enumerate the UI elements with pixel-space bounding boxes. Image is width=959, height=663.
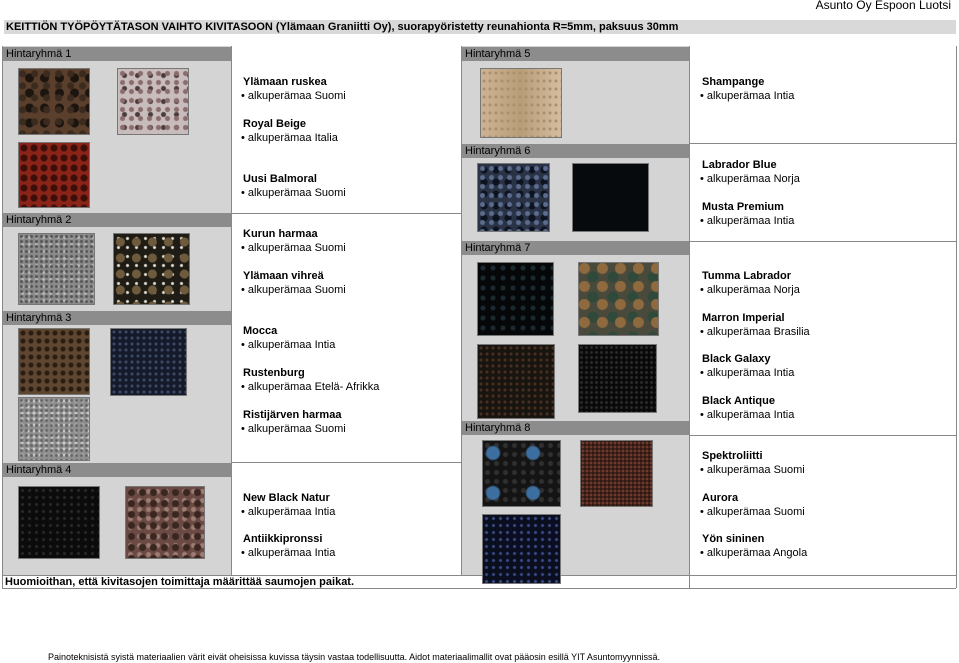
stone-swatch-black-antique	[578, 344, 657, 413]
price-group-3-header: Hintaryhmä 3	[3, 311, 231, 325]
stone-swatch-ylamaan-vihrea	[113, 233, 190, 305]
stone-name: Mocca	[243, 325, 278, 337]
stone-swatch-royal-beige	[117, 68, 189, 135]
stone-swatch-spektroliitti	[482, 440, 561, 507]
stone-origin: • alkuperämaa Intia	[700, 90, 794, 102]
stone-name: New Black Natur	[243, 492, 330, 504]
stone-name: Aurora	[702, 492, 739, 504]
stone-name: Ylämaan vihreä	[243, 270, 324, 282]
stone-origin: • alkuperämaa Suomi	[700, 506, 805, 518]
stone-swatch-shampange	[480, 68, 562, 138]
stone-origin: • alkuperämaa Norja	[700, 284, 800, 296]
stone-origin: • alkuperämaa Suomi	[241, 242, 346, 254]
stone-name: Antiikkipronssi	[243, 533, 323, 545]
stone-origin: • alkuperämaa Intia	[241, 339, 335, 351]
stone-name: Ristijärven harmaa	[243, 409, 342, 421]
stone-origin: • alkuperämaa Angola	[700, 547, 807, 559]
price-group-8-header: Hintaryhmä 8	[462, 421, 689, 435]
stone-origin: • alkuperämaa Norja	[700, 173, 800, 185]
stone-origin: • alkuperämaa Intia	[241, 506, 335, 518]
document-title: KEITTIÖN TYÖPÖYTÄTASON VAIHTO KIVITASOON (Ylämaan Graniitti Oy), suorapyöristetty reunahionta R=5mm, paksuus 30mm	[4, 20, 956, 34]
stone-origin: • alkuperämaa Italia	[241, 132, 338, 144]
stone-name: Spektroliitti	[702, 450, 763, 462]
stone-name: Ylämaan ruskea	[243, 76, 327, 88]
stone-swatch-uusi-balmoral	[18, 142, 90, 208]
stone-origin: • alkuperämaa Suomi	[700, 464, 805, 476]
stone-swatch-labrador-blue	[477, 163, 550, 232]
stone-origin: • alkuperämaa Etelä- Afrikka	[241, 381, 379, 393]
stone-name: Labrador Blue	[702, 159, 777, 171]
price-group-2-header: Hintaryhmä 2	[3, 213, 231, 227]
stone-origin: • alkuperämaa Intia	[700, 215, 794, 227]
stone-origin: • alkuperämaa Intia	[700, 409, 794, 421]
stone-swatch-yon-sininen	[482, 514, 561, 584]
stone-name: Yön sininen	[702, 533, 765, 545]
stone-name: Kurun harmaa	[243, 228, 318, 240]
stone-name: Marron Imperial	[702, 312, 785, 324]
stone-swatch-new-black-natur	[18, 486, 100, 559]
stone-origin: • alkuperämaa Intia	[241, 547, 335, 559]
stone-name: Musta Premium	[702, 201, 784, 213]
stone-origin: • alkuperämaa Suomi	[241, 423, 346, 435]
stone-swatch-aurora	[580, 440, 653, 507]
stone-name: Black Antique	[702, 395, 775, 407]
company-name: Asunto Oy Espoon Luotsi	[815, 0, 951, 12]
stone-name: Rustenburg	[243, 367, 305, 379]
stone-swatch-tumma-labrador	[477, 262, 554, 336]
stone-origin: • alkuperämaa Suomi	[241, 90, 346, 102]
price-group-6-header: Hintaryhmä 6	[462, 144, 689, 158]
stone-swatch-antiikkipronssi	[125, 486, 205, 559]
stone-name: Black Galaxy	[702, 353, 771, 365]
stone-swatch-ristijarven-harmaa	[18, 397, 90, 461]
stone-name: Uusi Balmoral	[243, 173, 317, 185]
price-group-5-header: Hintaryhmä 5	[462, 47, 689, 61]
stone-swatch-kurun-harmaa	[18, 233, 95, 305]
stone-name: Tumma Labrador	[702, 270, 792, 282]
stone-name: Royal Beige	[243, 118, 306, 130]
stone-origin: • alkuperämaa Brasilia	[700, 326, 810, 338]
stone-swatch-mocca	[18, 328, 90, 395]
stone-swatch-musta-premium	[572, 163, 649, 232]
stone-origin: • alkuperämaa Suomi	[241, 284, 346, 296]
price-group-7-header: Hintaryhmä 7	[462, 241, 689, 255]
stone-name: Shampange	[702, 76, 765, 88]
stone-swatch-rustenburg	[110, 328, 187, 396]
price-group-4-header: Hintaryhmä 4	[3, 463, 231, 477]
stone-origin: • alkuperämaa Suomi	[241, 187, 346, 199]
seam-note: Huomioithan, että kivitasojen toimittaja määrittää saumojen paikat.	[5, 576, 355, 588]
stone-swatch-black-galaxy	[477, 344, 555, 419]
price-group-1-header: Hintaryhmä 1	[3, 47, 231, 61]
stone-swatch-marron-imperial	[578, 262, 659, 336]
stone-swatch-ylamaan-ruskea	[18, 68, 90, 135]
stone-origin: • alkuperämaa Intia	[700, 367, 794, 379]
footer-disclaimer: Painoteknisistä syistä materiaalien värit eivät oheisissa kuvissa täysin vastaa todellisuutta. Aidot materiaalimallit ovat pääosin esillä YIT Asuntomyynnissä.	[48, 652, 660, 662]
